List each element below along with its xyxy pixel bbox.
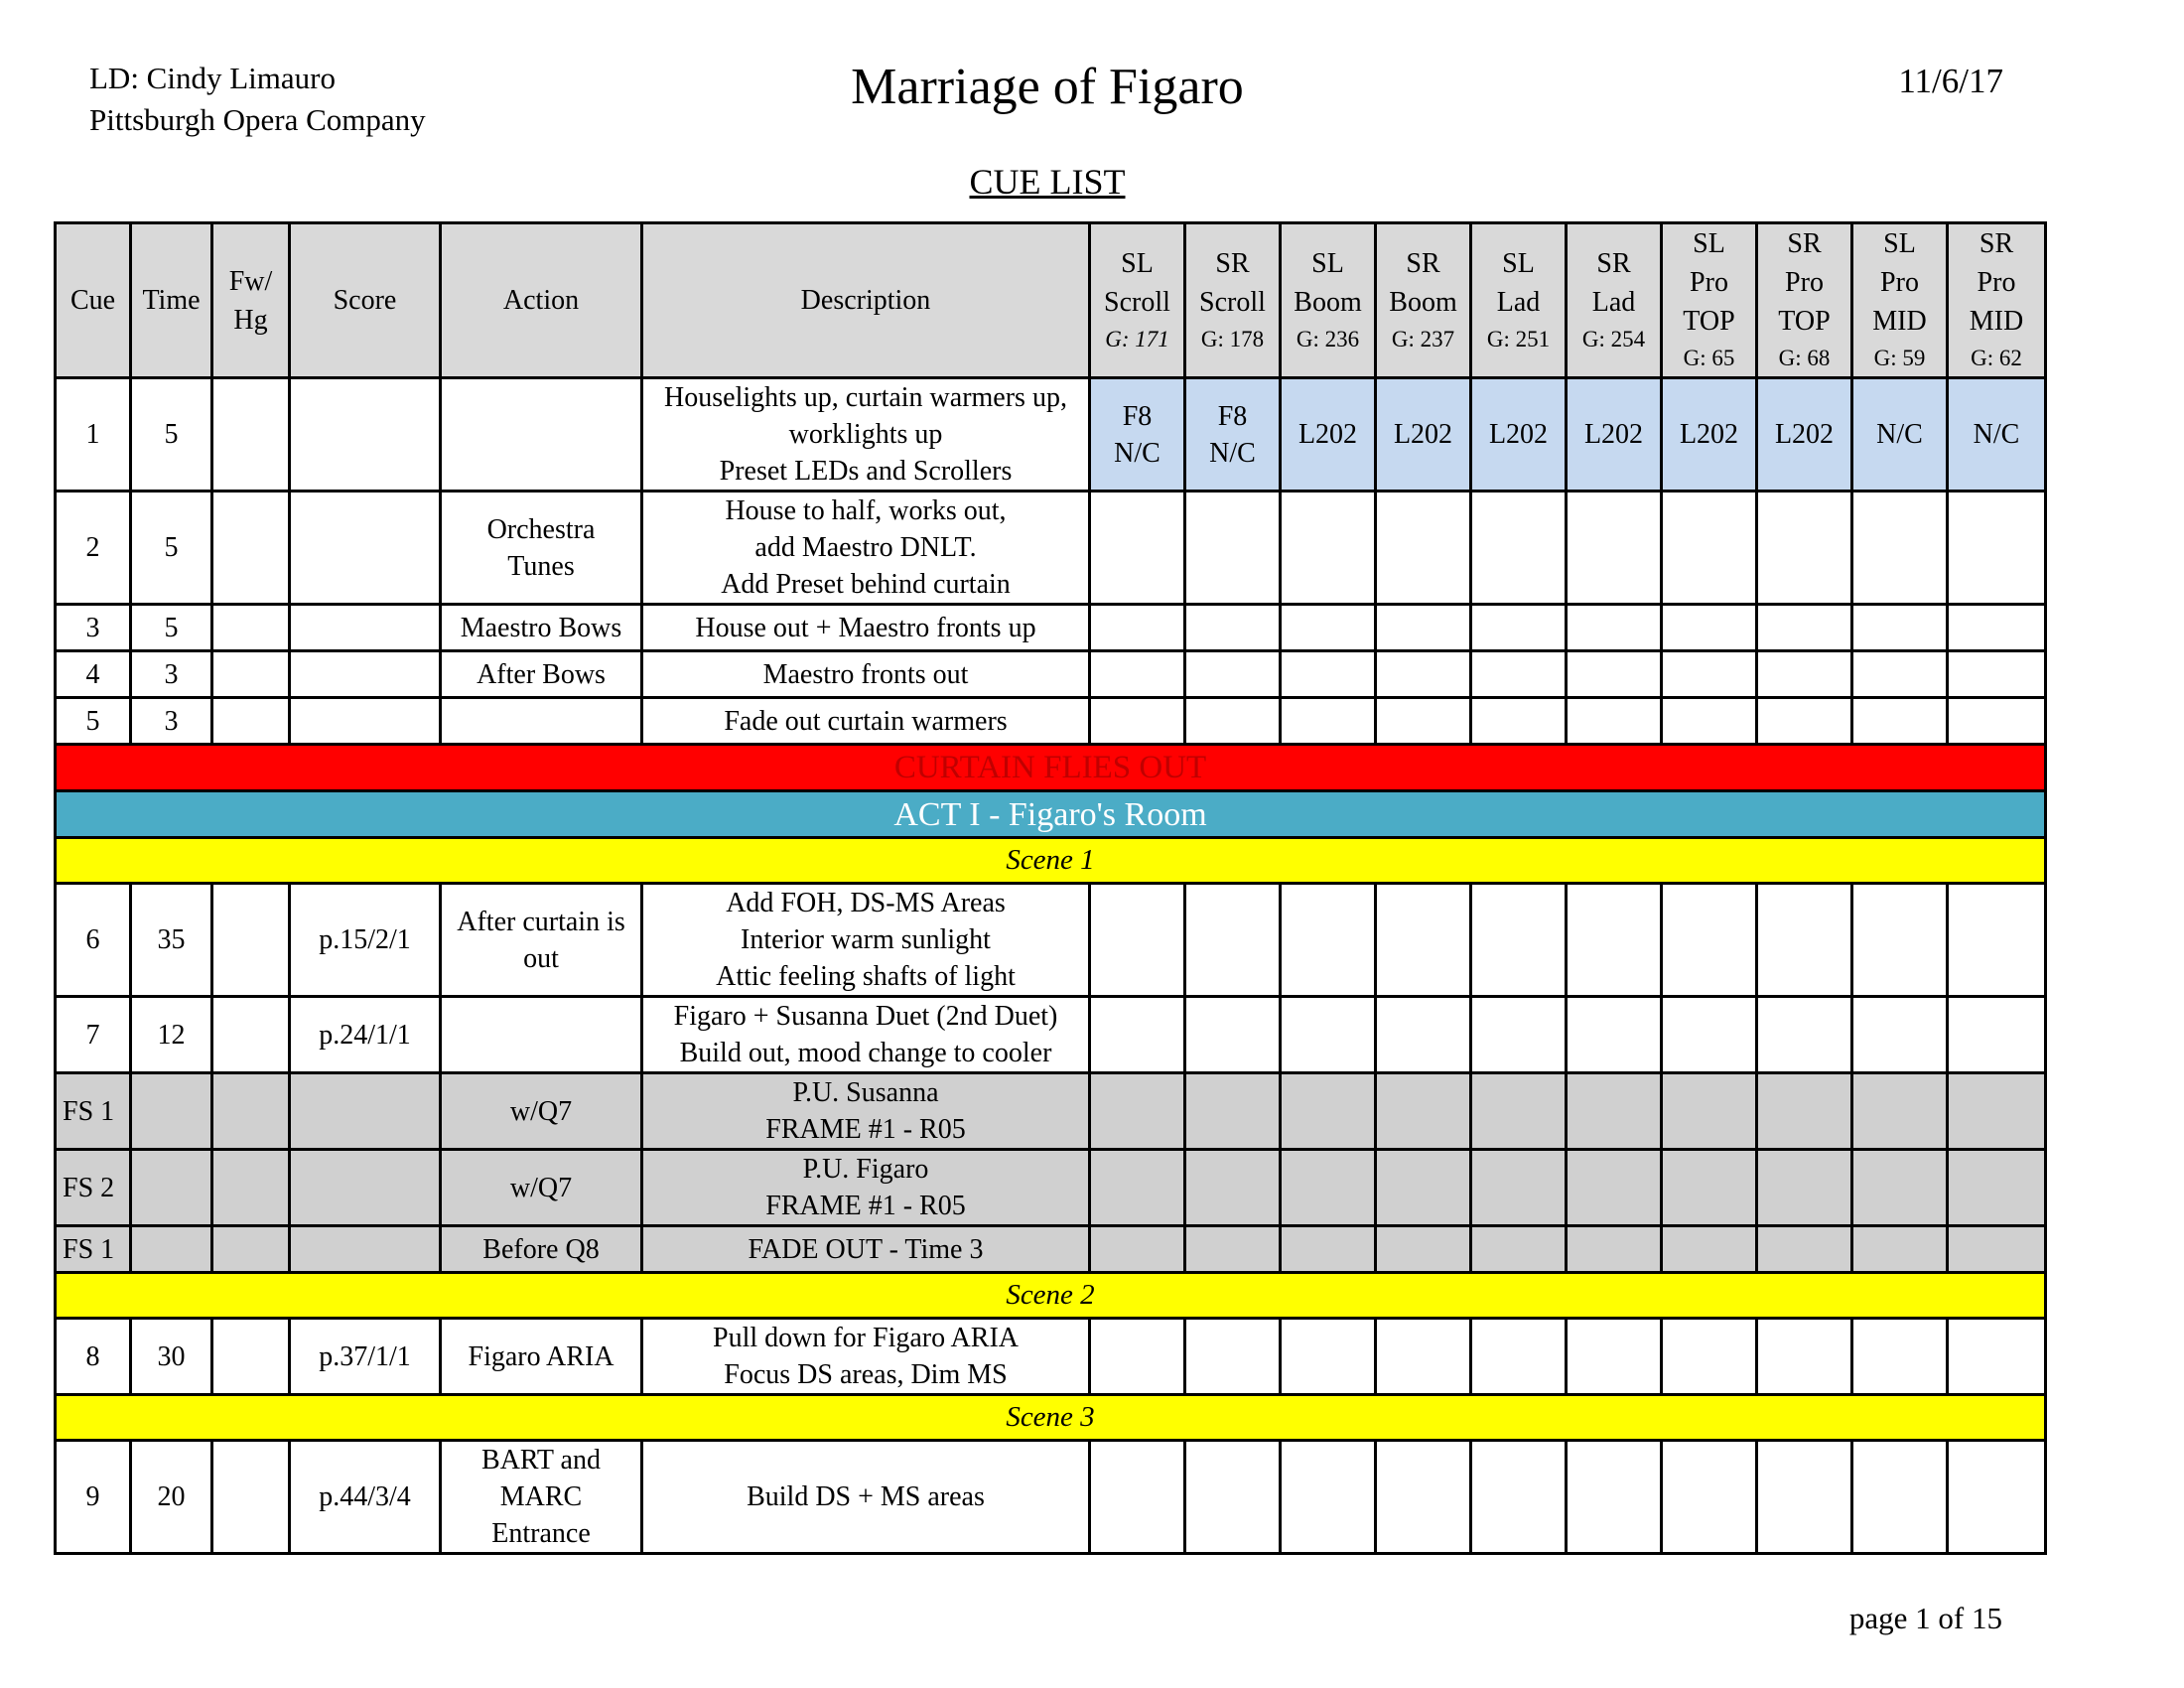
cue-score xyxy=(290,698,441,745)
instrument-value: N/C xyxy=(1948,378,2046,492)
cue-row xyxy=(56,698,2046,745)
cue-number: 9 xyxy=(56,1441,131,1554)
instrument-value: L202 xyxy=(1281,378,1376,492)
col-description: Description xyxy=(642,223,1090,378)
gel-number: G: 171 xyxy=(1105,326,1169,352)
gel-number: G: 254 xyxy=(1581,326,1646,352)
col-cue: Cue xyxy=(56,223,131,378)
cue-description: Build DS + MS areas xyxy=(642,1441,1090,1554)
cue-description: P.U. Susanna FRAME #1 - R05 xyxy=(642,1073,1090,1150)
instrument-name: SR Boom xyxy=(1389,247,1457,318)
instrument-name: SR Pro MID xyxy=(1969,228,2024,337)
cue-fwhg xyxy=(212,1441,290,1554)
instrument-value: L202 xyxy=(1662,378,1757,492)
cue-description: P.U. Figaro FRAME #1 - R05 xyxy=(642,1150,1090,1226)
cue-score: p.15/2/1 xyxy=(290,884,441,997)
cue-description: Figaro + Susanna Duet (2nd Duet) Build out, mood change to cooler xyxy=(642,997,1090,1073)
cue-action xyxy=(441,698,642,745)
cue-action: BART and MARC Entrance xyxy=(441,1441,642,1554)
cue-number: 3 xyxy=(56,605,131,651)
col-sl-pro-top xyxy=(1662,223,1757,378)
cue-description: FADE OUT - Time 3 xyxy=(642,1226,1090,1273)
cue-score xyxy=(290,605,441,651)
col-sl-pro-mid xyxy=(1852,223,1948,378)
gel-number: G: 236 xyxy=(1296,326,1360,352)
cue-number: 5 xyxy=(56,698,131,745)
cue-row xyxy=(56,884,2046,997)
instrument-name: SR Pro TOP xyxy=(1778,228,1831,337)
cue-time: 20 xyxy=(131,1441,212,1554)
scene-band: Scene 2 xyxy=(56,1273,2046,1319)
band-row xyxy=(56,745,2046,791)
cue-number: FS 1 xyxy=(56,1073,131,1150)
col-time: Time xyxy=(131,223,212,378)
cue-fwhg xyxy=(212,997,290,1073)
cue-score xyxy=(290,492,441,605)
cue-time: 3 xyxy=(131,651,212,698)
cue-score: p.24/1/1 xyxy=(290,997,441,1073)
cue-action: w/Q7 xyxy=(441,1150,642,1226)
cue-row xyxy=(56,1319,2046,1395)
gel-number: G: 68 xyxy=(1778,346,1831,370)
cue-action xyxy=(441,997,642,1073)
cue-fwhg xyxy=(212,651,290,698)
instrument-name: SL Pro MID xyxy=(1872,228,1927,337)
col-score: Score xyxy=(290,223,441,378)
band-row xyxy=(56,791,2046,838)
cue-fwhg xyxy=(212,698,290,745)
show-title: Marriage of Figaro xyxy=(851,59,1244,115)
cue-description: Pull down for Figaro ARIA Focus DS areas, Dim MS xyxy=(642,1319,1090,1395)
cue-description: Fade out curtain warmers xyxy=(642,698,1090,745)
gel-number: G: 178 xyxy=(1200,326,1265,352)
gel-number: G: 237 xyxy=(1391,326,1455,352)
gel-number: G: 62 xyxy=(1971,346,2022,370)
follow-spot-row xyxy=(56,1150,2046,1226)
cue-row xyxy=(56,378,2046,492)
cue-time: 3 xyxy=(131,698,212,745)
cue-action: Maestro Bows xyxy=(441,605,642,651)
cue-fwhg xyxy=(212,492,290,605)
band-row xyxy=(56,1273,2046,1319)
instrument-name: SR Scroll xyxy=(1199,247,1266,318)
cue-time: 5 xyxy=(131,378,212,492)
cue-row xyxy=(56,997,2046,1073)
cue-fwhg xyxy=(212,884,290,997)
col-sr-boom xyxy=(1376,223,1471,378)
cue-fwhg xyxy=(212,1319,290,1395)
cue-action: Orchestra Tunes xyxy=(441,492,642,605)
instrument-value: L202 xyxy=(1567,378,1662,492)
cue-action: After curtain is out xyxy=(441,884,642,997)
col-sr-pro-top xyxy=(1757,223,1852,378)
cue-list-table xyxy=(54,221,2047,1555)
scene-band: Scene 3 xyxy=(56,1395,2046,1441)
cue-score: p.37/1/1 xyxy=(290,1319,441,1395)
instrument-name: SL Scroll xyxy=(1104,247,1170,318)
instrument-name: SL Lad xyxy=(1496,247,1541,318)
cue-score xyxy=(290,378,441,492)
gel-number: G: 59 xyxy=(1873,346,1926,370)
cue-row xyxy=(56,651,2046,698)
cue-fwhg xyxy=(212,378,290,492)
cue-description: Maestro fronts out xyxy=(642,651,1090,698)
cue-row xyxy=(56,605,2046,651)
header-row xyxy=(56,223,2046,378)
instrument-value: F8 N/C xyxy=(1090,378,1185,492)
cue-score xyxy=(290,651,441,698)
cue-number: 4 xyxy=(56,651,131,698)
cue-list-heading: CUE LIST xyxy=(969,162,1126,202)
cue-description: House out + Maestro fronts up xyxy=(642,605,1090,651)
document-date: 11/6/17 xyxy=(1898,62,2003,100)
col-sr-lad xyxy=(1567,223,1662,378)
gel-number: G: 251 xyxy=(1486,326,1551,352)
col-fwhg: Fw/ Hg xyxy=(212,223,290,378)
instrument-value: F8 N/C xyxy=(1185,378,1281,492)
cue-number: 8 xyxy=(56,1319,131,1395)
gel-number: G: 65 xyxy=(1683,346,1735,370)
cue-score: p.44/3/4 xyxy=(290,1441,441,1554)
col-sl-boom xyxy=(1281,223,1376,378)
cue-action: Figaro ARIA xyxy=(441,1319,642,1395)
cue-row xyxy=(56,492,2046,605)
company-name: Pittsburgh Opera Company xyxy=(89,102,426,137)
cue-number: 6 xyxy=(56,884,131,997)
cue-action xyxy=(441,378,642,492)
col-action: Action xyxy=(441,223,642,378)
band-row xyxy=(56,838,2046,884)
cue-action: Before Q8 xyxy=(441,1226,642,1273)
lighting-designer: LD: Cindy Limauro xyxy=(89,61,336,95)
cue-time: 30 xyxy=(131,1319,212,1395)
cue-action: w/Q7 xyxy=(441,1073,642,1150)
cue-time: 12 xyxy=(131,997,212,1073)
cue-description: House to half, works out, add Maestro DNLT. Add Preset behind curtain xyxy=(642,492,1090,605)
instrument-name: SL Pro TOP xyxy=(1683,228,1735,337)
cue-fwhg xyxy=(212,605,290,651)
cue-number: 1 xyxy=(56,378,131,492)
page-number: page 1 of 15 xyxy=(1848,1601,2002,1635)
act-band: ACT I - Figaro's Room xyxy=(56,791,2046,838)
instrument-value: L202 xyxy=(1471,378,1567,492)
col-sl-scroll xyxy=(1090,223,1185,378)
cue-action: After Bows xyxy=(441,651,642,698)
follow-spot-row xyxy=(56,1073,2046,1150)
curtain-band: CURTAIN FLIES OUT xyxy=(56,745,2046,791)
cue-description: Houselights up, curtain warmers up, worklights up Preset LEDs and Scrollers xyxy=(642,378,1090,492)
cue-number: FS 1 xyxy=(56,1226,131,1273)
cue-time: 35 xyxy=(131,884,212,997)
instrument-value: L202 xyxy=(1757,378,1852,492)
col-sr-scroll xyxy=(1185,223,1281,378)
col-sl-lad xyxy=(1471,223,1567,378)
cue-row xyxy=(56,1441,2046,1554)
instrument-value: L202 xyxy=(1376,378,1471,492)
instrument-name: SR Lad xyxy=(1591,247,1636,318)
cue-number: FS 2 xyxy=(56,1150,131,1226)
band-row xyxy=(56,1395,2046,1441)
cue-number: 7 xyxy=(56,997,131,1073)
instrument-name: SL Boom xyxy=(1294,247,1362,318)
follow-spot-row xyxy=(56,1226,2046,1273)
scene-band: Scene 1 xyxy=(56,838,2046,884)
cue-time: 5 xyxy=(131,492,212,605)
cue-number: 2 xyxy=(56,492,131,605)
col-sr-pro-mid xyxy=(1948,223,2046,378)
instrument-value: N/C xyxy=(1852,378,1948,492)
cue-time: 5 xyxy=(131,605,212,651)
cue-description: Add FOH, DS-MS Areas Interior warm sunlight Attic feeling shafts of light xyxy=(642,884,1090,997)
